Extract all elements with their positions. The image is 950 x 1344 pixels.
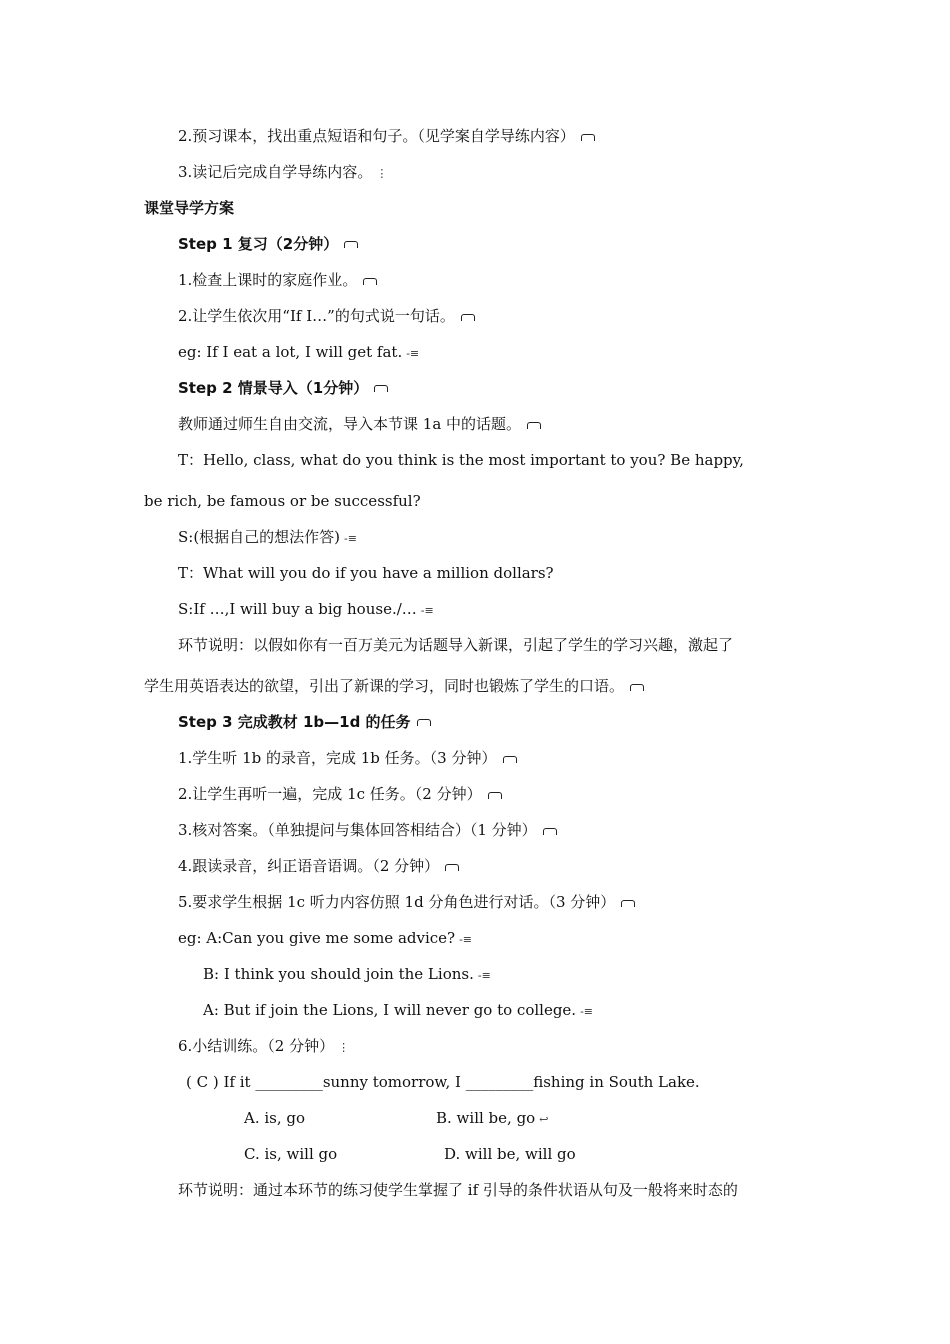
line-text: T：Hello, class, what do you think is the most important to you? Be happy, [178,451,744,469]
text-line-l7 [178,342,419,364]
line-text: 2.预习课本，找出重点短语和句子。（见学案自学导练内容） [178,127,575,145]
line-text: 学生用英语表达的欲望，引出了新课的学习，同时也锻炼了学生的口语。 [144,677,625,695]
section-heading [144,198,234,218]
dots-mark-icon: ⋮ [338,1041,350,1054]
line-text: 4.跟读录音，纠正语音语调。（2 分钟） [178,857,440,875]
step-heading-1 [178,234,358,254]
line-text: T：What will you do if you have a million dollars? [178,564,554,582]
line-text: 课堂导学方案 [144,199,235,217]
line-text: C. is, will go [244,1145,338,1163]
text-line-l18 [178,748,517,768]
line-text: S:(根据自己的想法作答) [178,528,341,546]
paragraph-mark-icon [417,719,431,726]
text-line-l6 [178,306,475,326]
text-line-l32 [178,1180,738,1200]
paragraph-mark-icon [630,684,644,691]
line-text: 2.让学生再听一遍，完成 1c 任务。（2 分钟） [178,785,482,803]
text-line-l15 [178,635,733,655]
paragraph-mark-icon [374,385,388,392]
text-line-l23 [178,928,472,950]
line-text: 教师通过师生自由交流，导入本节课 1a 中的话题。 [178,415,522,433]
text-line-l20 [178,820,557,840]
text-line-l21 [178,856,459,876]
text-line-l22 [178,892,635,912]
text-line-l11 [144,491,421,511]
line-text: eg: If I eat a lot, I will get fat. [178,343,403,361]
eq-mark-icon: -≡ [580,1005,594,1018]
text-line-l24 [203,964,491,986]
eq-mark-icon: -≡ [406,347,420,360]
line-text: 环节说明：通过本环节的练习使学生掌握了 if 引导的条件状语从句及一般将来时态的 [178,1181,738,1199]
line-text: D. will be, will go [444,1145,576,1163]
text-line-l10 [178,450,744,470]
line-text: 3.读记后完成自学导练内容。 [178,163,373,181]
line-text: B: I think you should join the Lions. [203,965,474,983]
paragraph-mark-icon [581,134,595,141]
text-line-l12 [178,527,357,549]
dots-mark-icon: ⋮ [376,167,388,180]
text-line-l14 [178,599,434,621]
line-text: S:If …,I will buy a big house./… [178,600,417,618]
eq-mark-icon: -≡ [344,532,357,545]
quiz-option-c [244,1144,337,1164]
paragraph-mark-icon [503,756,517,763]
eq-mark-icon: -≡ [477,969,491,982]
paragraph-mark-icon [543,828,557,835]
paragraph-mark-icon [461,314,475,321]
line-text: Step 1 复习（2分钟） [178,235,339,253]
text-line-l9 [178,414,541,434]
text-line-l2 [178,162,387,184]
eq-mark-icon: -≡ [420,604,434,617]
step-heading-3 [178,712,431,732]
text-line-l5 [178,270,377,290]
line-text: Step 2 情景导入（1分钟） [178,379,369,397]
text-line-l19 [178,784,502,804]
line-text: 6.小结训练。（2 分钟） [178,1037,335,1055]
line-text: eg: A:Can you give me some advice? [178,929,456,947]
text-line-l16 [144,676,644,696]
quiz-question [186,1072,700,1092]
paragraph-mark-icon [344,241,358,248]
paragraph-mark-icon [621,900,635,907]
line-text: 1.检查上课时的家庭作业。 [178,271,358,289]
eq-mark-icon: -≡ [459,933,473,946]
arrow-mark-icon: ↩ [539,1113,549,1126]
quiz-option-b [436,1108,548,1130]
line-text: 环节说明：以假如你有一百万美元为话题导入新课，引起了学生的学习兴趣，激起了 [178,636,734,654]
line-text: A. is, go [244,1109,306,1127]
text-line-l13 [178,563,554,583]
quiz-option-d [444,1144,576,1164]
line-text: B. will be, go [436,1109,536,1127]
paragraph-mark-icon [488,792,502,799]
text-line-l25 [203,1000,593,1022]
quiz-option-a [244,1108,305,1128]
paragraph-mark-icon [527,422,541,429]
paragraph-mark-icon [445,864,459,871]
line-text: 5.要求学生根据 1c 听力内容仿照 1d 分角色进行对话。（3 分钟） [178,893,616,911]
text-line-l26 [178,1036,349,1058]
text-line-l1 [178,126,595,146]
line-text: Step 3 完成教材 1b—1d 的任务 [178,713,411,731]
line-text: A: But if join the Lions, I will never go to college. [203,1001,577,1019]
line-text: 3.核对答案。（单独提问与集体回答相结合）（1 分钟） [178,821,537,839]
line-text: ( C ) If it _________sunny tomorrow, I _________fishing in South Lake. [186,1073,700,1091]
line-text: 2.让学生依次用“If I…”的句式说一句话。 [178,307,455,325]
paragraph-mark-icon [363,278,377,285]
line-text: 1.学生听 1b 的录音，完成 1b 任务。（3 分钟） [178,749,497,767]
step-heading-2 [178,378,388,398]
line-text: be rich, be famous or be successful? [144,492,421,510]
